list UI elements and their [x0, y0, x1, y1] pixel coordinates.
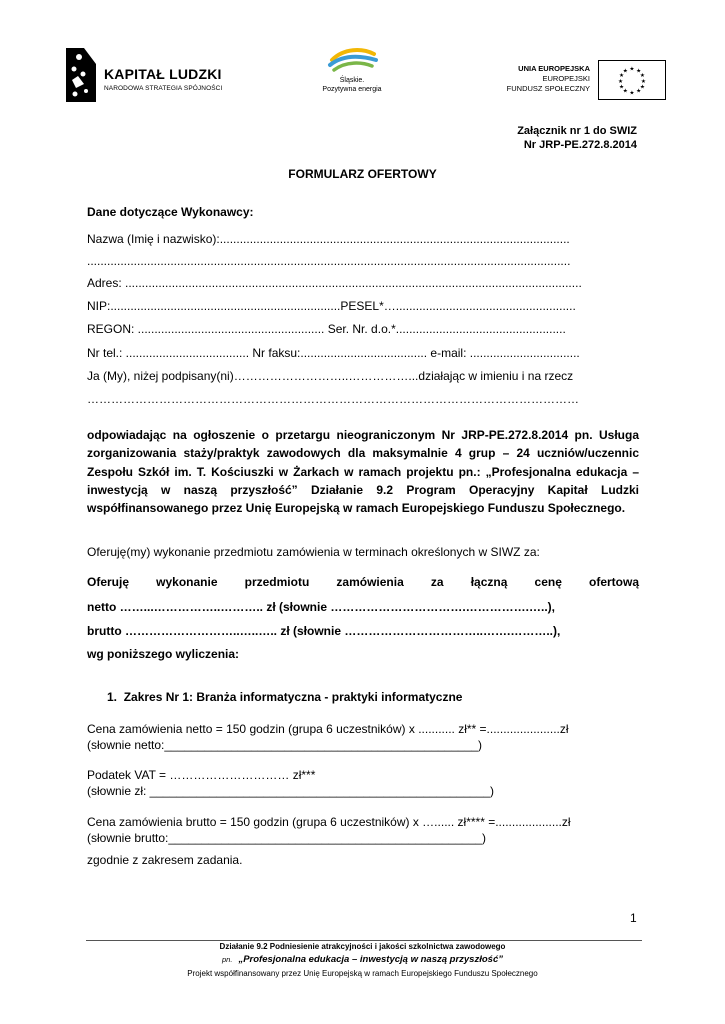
- footer-cofinancing: Projekt współfinansowany przez Unię Europejską w ramach Europejskiego Funduszu Społecznego: [187, 969, 538, 978]
- eu-line-2: EUROPEJSKI: [542, 74, 590, 83]
- svg-text:★: ★: [622, 88, 628, 95]
- eu-line-3: FUNDUSZ SPOŁECZNY: [506, 84, 590, 93]
- svg-text:★: ★: [629, 66, 635, 73]
- vat-line: Podatek VAT = ………………………… zł***: [87, 768, 316, 782]
- svg-text:★: ★: [618, 73, 625, 80]
- eu-label: [470, 64, 590, 94]
- contact-field-line: Nr tel.: ..................................... Nr faksu:...................................... e-mail: .................................: [87, 346, 580, 360]
- svg-text:★: ★: [629, 90, 635, 97]
- footer-prefix: pn.: [222, 955, 233, 964]
- offer-netto-line: netto ……...……………..……….. zł (słownie …………………………….…………….…..),: [87, 600, 556, 614]
- slaskie-name: Śląskie.: [339, 77, 365, 84]
- item-number: 1.: [107, 690, 118, 704]
- contractor-heading: Dane dotyczące Wykonawcy:: [87, 205, 254, 219]
- document-title: FORMULARZ OFERTOWY: [288, 167, 437, 181]
- svg-text:★: ★: [636, 68, 642, 75]
- footer-action: Działanie 9.2 Podniesienie atrakcyjności i jakości szkolnictwa zawodowego: [219, 942, 506, 951]
- address-field-line: Adres: .........................................................................................................................................: [87, 276, 582, 290]
- brutto-words-line: (słownie brutto:_______________________________________________): [87, 831, 487, 845]
- kapital-ludzki-title: KAPITAŁ LUDZKI: [104, 66, 222, 82]
- footer-project-name: „Profesjonalna edukacja – inwestycją w naszą przyszłość”: [238, 954, 503, 965]
- slaskie-logo: [318, 46, 388, 72]
- svg-text:★: ★: [622, 68, 628, 75]
- item-heading: [107, 690, 462, 704]
- annex-reference: [517, 124, 637, 152]
- brutto-price-line: Cena zamówienia brutto = 150 godzin (grupa 6 uczestników) x …...... zł**** =....................zł: [87, 815, 571, 829]
- offer-calc-line: wg poniższego wyliczenia:: [87, 647, 240, 661]
- netto-price-line: Cena zamówienia netto = 150 godzin (grupa 6 uczestników) x ........... zł** =......................zł: [87, 722, 569, 736]
- eu-line-1: UNIA EUROPEJSKA: [518, 64, 590, 73]
- annex-line-2: Nr JRP-PE.272.8.2014: [523, 139, 637, 151]
- item-title: Zakres Nr 1: Branża informatyczna - praktyki informatyczne: [123, 690, 463, 704]
- intro-paragraph: odpowiadając na ogłoszenie o przetargu nieograniczonym Nr JRP-PE.272.8.2014 pn. Usługa zorganizowania staży/praktyk zawodowych dla maksymalnie 4 grup – 24 uczniów/uczennic Zespołu Szkół im. T. Kościuszki w Żarkach w ramach projektu pn.: „Profesjonalna edukacja – inwestycją w naszą przyszłość” Działanie 9.2 Program Operacyjny Kapitał Ludzki współfinansowanego przez Unię Europejską w ramach Europejskiego Funduszu Społecznego.: [87, 428, 639, 516]
- offer-brutto-line: brutto ………………………..…..….. zł (słownie ……………………………..…….………..),: [87, 624, 561, 638]
- slaskie-tagline: Pozytywna energia: [322, 86, 382, 93]
- signatory-line: Ja (My), niżej podpisany(ni)………………………..……………...działając w imieniu i na rzecz: [87, 369, 574, 383]
- svg-text:★: ★: [618, 78, 624, 85]
- nip-pesel-field-line: NIP:.....................................................................PESEL*…......................................................: [87, 299, 576, 313]
- name-field-line-2: .................................................................................................................................................: [87, 254, 571, 268]
- signatory-dotted-line: ……………………………………………………………………………………………………………: [87, 392, 579, 406]
- svg-text:★: ★: [618, 84, 625, 91]
- svg-text:★: ★: [636, 88, 642, 95]
- svg-text:★: ★: [639, 73, 646, 80]
- offer-terms: Oferuję(my) wykonanie przedmiotu zamówienia w terminach określonych w SIWZ za:: [87, 545, 540, 559]
- footer-project: [0, 954, 725, 965]
- netto-words-line: (słownie netto:_______________________________________________): [87, 738, 483, 752]
- svg-text:★: ★: [639, 84, 646, 91]
- offer-line: Oferuję wykonanie przedmiotu zamówienia za łączną cenę ofertową: [87, 575, 639, 589]
- svg-text:★: ★: [640, 78, 646, 85]
- kapital-ludzki-subtitle: NARODOWA STRATEGIA SPÓJNOŚCI: [104, 85, 223, 92]
- page-number: 1: [630, 911, 637, 925]
- name-field-line: Nazwa (Imię i nazwisko):.........................................................................................................: [87, 232, 570, 246]
- annex-line-1: Załącznik nr 1 do SWIZ: [517, 125, 637, 137]
- scope-line: zgodnie z zakresem zadania.: [87, 853, 243, 867]
- vat-words-line: (słownie zł: ___________________________________________________): [87, 784, 495, 798]
- regon-field-line: REGON: ........................................................ Ser. Nr. d.o.*...................................................: [87, 322, 566, 336]
- eu-flag-icon: [598, 60, 666, 100]
- footer-divider: [86, 940, 642, 941]
